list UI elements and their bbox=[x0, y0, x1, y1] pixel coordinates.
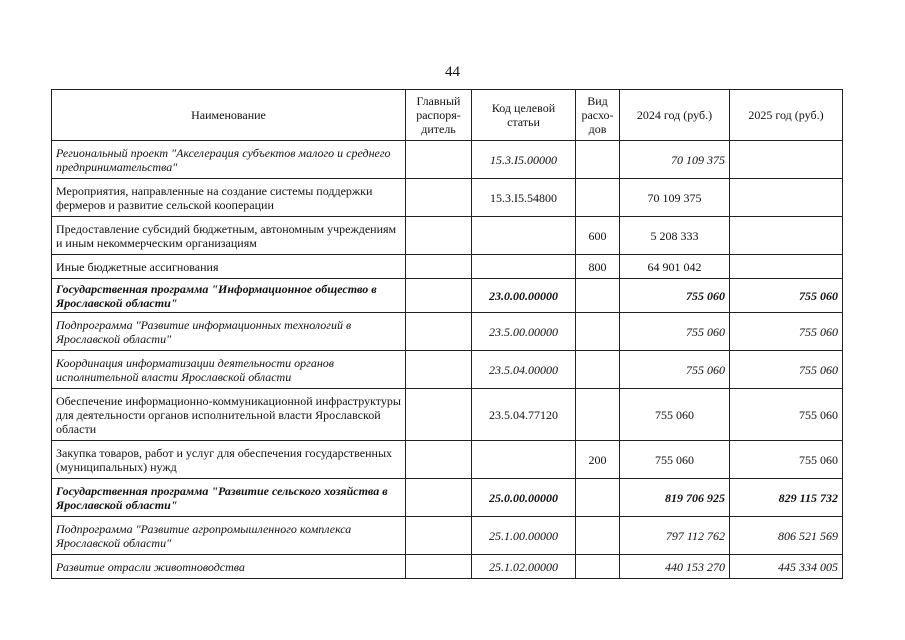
cell-year-2024: 755 060 bbox=[620, 313, 730, 351]
table-header-row bbox=[52, 90, 843, 141]
cell-year-2024: 70 109 375 bbox=[620, 179, 730, 217]
cell-target-code: 25.1.02.00000 bbox=[472, 555, 576, 579]
cell-year-2024: 64 901 042 bbox=[620, 255, 730, 279]
header-year-2025: 2025 год (руб.) bbox=[730, 90, 843, 141]
cell-target-code bbox=[472, 441, 576, 479]
cell-year-2025: 755 060 bbox=[730, 351, 843, 389]
cell-expense-type bbox=[576, 555, 620, 579]
table-row bbox=[52, 217, 843, 255]
cell-name: Государственная программа "Развитие сельского хозяйства в Ярославской области" bbox=[52, 479, 406, 517]
cell-expense-type: 800 bbox=[576, 255, 620, 279]
cell-main-manager bbox=[406, 351, 472, 389]
cell-year-2024: 755 060 bbox=[620, 351, 730, 389]
cell-name: Закупка товаров, работ и услуг для обеспечения государственных (муниципальных) нужд bbox=[52, 441, 406, 479]
cell-target-code: 23.5.00.00000 bbox=[472, 313, 576, 351]
header-name: Наименование bbox=[52, 90, 406, 141]
cell-name: Подпрограмма "Развитие информационных технологий в Ярославской области" bbox=[52, 313, 406, 351]
cell-name: Координация информатизации деятельности органов исполнительной власти Ярославской области bbox=[52, 351, 406, 389]
header-target-code: Код целевой статьи bbox=[472, 90, 576, 141]
cell-year-2025 bbox=[730, 217, 843, 255]
cell-year-2025: 755 060 bbox=[730, 279, 843, 313]
cell-expense-type bbox=[576, 517, 620, 555]
cell-year-2024: 5 208 333 bbox=[620, 217, 730, 255]
cell-expense-type: 600 bbox=[576, 217, 620, 255]
cell-year-2025: 806 521 569 bbox=[730, 517, 843, 555]
cell-year-2025: 829 115 732 bbox=[730, 479, 843, 517]
table-row bbox=[52, 279, 843, 313]
header-expense-type: Вид расхо-дов bbox=[576, 90, 620, 141]
cell-target-code: 23.5.04.77120 bbox=[472, 389, 576, 441]
cell-main-manager bbox=[406, 141, 472, 179]
cell-expense-type bbox=[576, 313, 620, 351]
cell-target-code: 25.1.00.00000 bbox=[472, 517, 576, 555]
header-main-manager: Главный распоря-дитель bbox=[406, 90, 472, 141]
cell-year-2025: 755 060 bbox=[730, 441, 843, 479]
cell-year-2025 bbox=[730, 255, 843, 279]
cell-main-manager bbox=[406, 217, 472, 255]
cell-year-2025: 445 334 005 bbox=[730, 555, 843, 579]
table-row bbox=[52, 389, 843, 441]
cell-year-2024: 797 112 762 bbox=[620, 517, 730, 555]
cell-year-2025: 755 060 bbox=[730, 313, 843, 351]
cell-expense-type bbox=[576, 279, 620, 313]
cell-year-2025 bbox=[730, 141, 843, 179]
cell-year-2025 bbox=[730, 179, 843, 217]
cell-main-manager bbox=[406, 389, 472, 441]
cell-main-manager bbox=[406, 255, 472, 279]
table-row bbox=[52, 517, 843, 555]
cell-target-code: 15.3.I5.00000 bbox=[472, 141, 576, 179]
cell-name: Предоставление субсидий бюджетным, автономным учреждениям и иным некоммерческим организациям bbox=[52, 217, 406, 255]
table-row bbox=[52, 255, 843, 279]
cell-target-code bbox=[472, 217, 576, 255]
table-row bbox=[52, 441, 843, 479]
cell-target-code: 23.5.04.00000 bbox=[472, 351, 576, 389]
cell-year-2024: 440 153 270 bbox=[620, 555, 730, 579]
cell-main-manager bbox=[406, 179, 472, 217]
cell-name: Подпрограмма "Развитие агропромышленного комплекса Ярославской области" bbox=[52, 517, 406, 555]
cell-target-code: 25.0.00.00000 bbox=[472, 479, 576, 517]
cell-year-2024: 70 109 375 bbox=[620, 141, 730, 179]
header-year-2024: 2024 год (руб.) bbox=[620, 90, 730, 141]
cell-year-2024: 755 060 bbox=[620, 389, 730, 441]
table-row bbox=[52, 555, 843, 579]
cell-target-code bbox=[472, 255, 576, 279]
cell-expense-type bbox=[576, 479, 620, 517]
cell-main-manager bbox=[406, 441, 472, 479]
cell-name: Обеспечение информационно-коммуникационной инфраструктуры для деятельности органов исполнительной власти Ярославской области bbox=[52, 389, 406, 441]
table-row bbox=[52, 351, 843, 389]
cell-name: Иные бюджетные ассигнования bbox=[52, 255, 406, 279]
cell-expense-type bbox=[576, 141, 620, 179]
budget-table bbox=[51, 89, 843, 579]
cell-main-manager bbox=[406, 555, 472, 579]
cell-expense-type bbox=[576, 389, 620, 441]
cell-main-manager bbox=[406, 479, 472, 517]
table-row bbox=[52, 479, 843, 517]
cell-name: Государственная программа "Информационное общество в Ярославской области" bbox=[52, 279, 406, 313]
table-row bbox=[52, 179, 843, 217]
cell-expense-type bbox=[576, 351, 620, 389]
cell-target-code: 23.0.00.00000 bbox=[472, 279, 576, 313]
cell-expense-type: 200 bbox=[576, 441, 620, 479]
table-row bbox=[52, 313, 843, 351]
table-body bbox=[52, 141, 843, 579]
cell-name: Мероприятия, направленные на создание системы поддержки фермеров и развитие сельской кооперации bbox=[52, 179, 406, 217]
cell-year-2024: 755 060 bbox=[620, 441, 730, 479]
table-row bbox=[52, 141, 843, 179]
cell-year-2024: 819 706 925 bbox=[620, 479, 730, 517]
cell-main-manager bbox=[406, 517, 472, 555]
cell-year-2024: 755 060 bbox=[620, 279, 730, 313]
cell-expense-type bbox=[576, 179, 620, 217]
cell-main-manager bbox=[406, 313, 472, 351]
cell-target-code: 15.3.I5.54800 bbox=[472, 179, 576, 217]
cell-name: Региональный проект "Акселерация субъектов малого и среднего предпринимательства" bbox=[52, 141, 406, 179]
page-number: 44 bbox=[445, 64, 460, 80]
cell-year-2025: 755 060 bbox=[730, 389, 843, 441]
cell-main-manager bbox=[406, 279, 472, 313]
cell-name: Развитие отрасли животноводства bbox=[52, 555, 406, 579]
